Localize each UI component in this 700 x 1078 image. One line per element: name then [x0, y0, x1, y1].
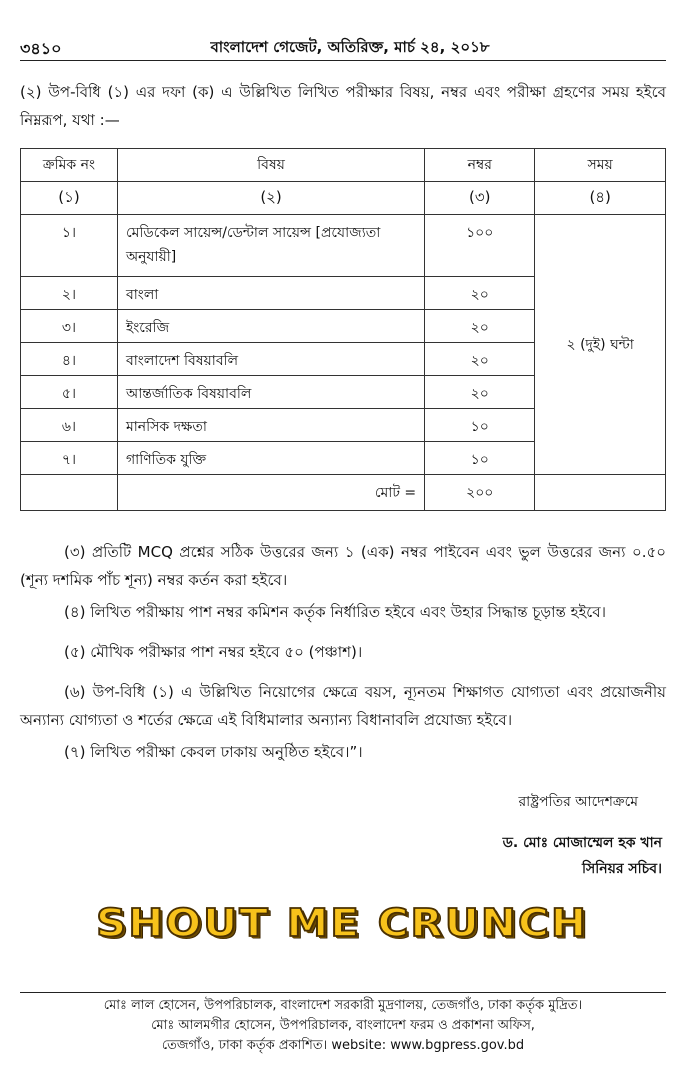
imprint-printer: মোঃ লাল হোসেন, উপপরিচালক, বাংলাদেশ সরকারী মুদ্রণালয়, তেজগাঁও, ঢাকা কর্তৃক মুদ্রিত।	[103, 998, 583, 1013]
total-value: ২০০	[425, 475, 535, 511]
signatory-title: সিনিয়র সচিব।	[581, 861, 662, 877]
row-marks: ২০	[425, 343, 535, 376]
row-marks: ১০	[425, 442, 535, 475]
signature-block	[503, 830, 662, 882]
total-label: মোট =	[117, 475, 424, 511]
row-subject: বাংলা	[117, 277, 424, 310]
column-number: (১)	[21, 182, 118, 215]
imprint-footer	[20, 996, 666, 1056]
signoff: রাষ্ট্রপতির আদেশক্রমে	[518, 794, 638, 810]
table-header-row	[21, 149, 666, 182]
header-marks: নম্বর	[425, 149, 535, 182]
page-header	[20, 32, 680, 60]
row-subject: মানসিক দক্ষতা	[117, 409, 424, 442]
row-subject: গাণিতিক যুক্তি	[117, 442, 424, 475]
row-serial: ৪।	[21, 343, 118, 376]
header-serial: ক্রমিক নং	[21, 149, 118, 182]
column-number-row	[21, 182, 666, 215]
column-number: (৩)	[425, 182, 535, 215]
row-serial: ৩।	[21, 310, 118, 343]
row-serial: ১।	[21, 215, 118, 277]
row-serial: ৭।	[21, 442, 118, 475]
row-marks: ১০	[425, 409, 535, 442]
exam-table	[20, 148, 666, 511]
table-row	[21, 215, 666, 277]
clause-5: (৫) মৌখিক পরীক্ষার পাশ নম্বর হইবে ৫০ (পঞ্চাশ)।	[64, 643, 363, 661]
row-serial: ৫।	[21, 376, 118, 409]
row-serial: ২।	[21, 277, 118, 310]
row-subject: মেডিকেল সায়েন্স/ডেন্টাল সায়েন্স [প্রযোজ্যতা অনুযায়ী]	[117, 215, 424, 277]
row-marks: ২০	[425, 277, 535, 310]
clause-3: (৩) প্রতিটি MCQ প্রশ্নের সঠিক উত্তরের জন্য ১ (এক) নম্বর পাইবেন এবং ভুল উত্তরের জন্য ০.৫০ (শূন্য দশমিক পাঁচ শূন্য) নম্বর কর্তন করা হইবে।	[20, 543, 666, 589]
clause-6: (৬) উপ-বিধি (১) এ উল্লিখিত নিয়োগের ক্ষেত্রে বয়স, ন্যূনতম শিক্ষাগত যোগ্যতা এবং প্রয়োজনীয় অন্যান্য যোগ্যতা ও শর্তের ক্ষেত্রে এই বিধিমালার অন্যান্য বিধানাবলি প্রযোজ্য হইবে।	[20, 683, 666, 729]
footer-rule	[20, 992, 666, 993]
header-subject: বিষয়	[117, 149, 424, 182]
clause-4: (৪) লিখিত পরীক্ষায় পাশ নম্বর কমিশন কর্তৃক নির্ধারিত হইবে এবং উহার সিদ্ধান্ত চূড়ান্ত হইবে।	[64, 603, 607, 621]
row-marks: ১০০	[425, 215, 535, 277]
row-subject: ইংরেজি	[117, 310, 424, 343]
row-marks: ২০	[425, 310, 535, 343]
clause-7: (৭) লিখিত পরীক্ষা কেবল ঢাকায় অনুষ্ঠিত হইবে।”।	[64, 743, 363, 761]
row-marks: ২০	[425, 376, 535, 409]
imprint-publisher: মোঃ আলমগীর হোসেন, উপপরিচালক, বাংলাদেশ ফরম ও প্রকাশনা অফিস,	[151, 1018, 535, 1033]
running-head: বাংলাদেশ গেজেট, অতিরিক্ত, মার্চ ২৪, ২০১৮	[210, 38, 490, 56]
header-rule	[20, 60, 666, 61]
imprint-publisher-address: তেজগাঁও, ঢাকা কর্তৃক প্রকাশিত। website: www.bgpress.gov.bd	[161, 1038, 525, 1053]
row-serial: ৬।	[21, 409, 118, 442]
total-empty-cell	[535, 475, 666, 511]
header-time: সময়	[535, 149, 666, 182]
signatory-name: ড. মোঃ মোজাম্মেল হক খান	[502, 835, 662, 851]
exam-duration: ২ (দুই) ঘন্টা	[535, 215, 666, 475]
watermark-logo: SHOUT ME CRUNCH	[96, 900, 588, 946]
page-number: ৩৪১০	[20, 39, 62, 58]
row-subject: বাংলাদেশ বিষয়াবলি	[117, 343, 424, 376]
total-row	[21, 475, 666, 511]
column-number: (৪)	[535, 182, 666, 215]
column-number: (২)	[117, 182, 424, 215]
total-empty-cell	[21, 475, 118, 511]
row-subject: আন্তর্জাতিক বিষয়াবলি	[117, 376, 424, 409]
clause-2: (২) উপ-বিধি (১) এর দফা (ক) এ উল্লিখিত লিখিত পরীক্ষার বিষয়, নম্বর এবং পরীক্ষা গ্রহণের সময় হইবে নিম্নরূপ, যথা :—	[20, 83, 666, 129]
